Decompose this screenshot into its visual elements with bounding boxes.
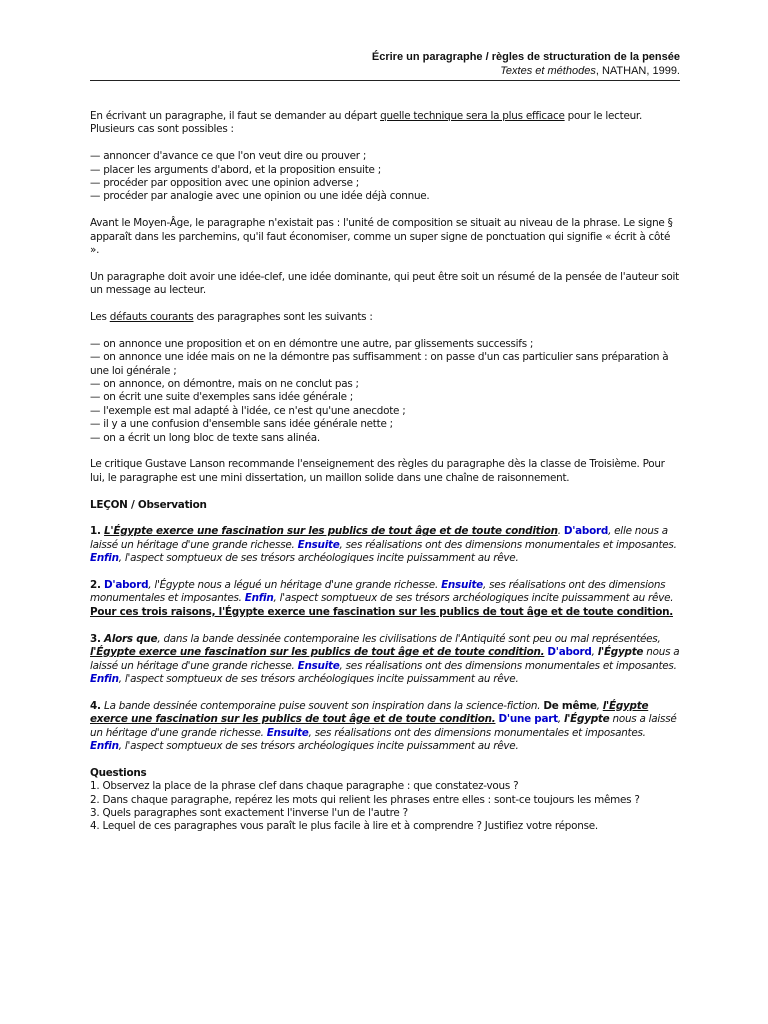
list-item: — procéder par analogie avec une opinion ou une idée déjà connue. <box>90 190 430 203</box>
connector-word: Enfin <box>90 672 119 685</box>
document-body <box>90 110 680 834</box>
connector-word: Ensuite <box>297 538 340 551</box>
text: . <box>557 525 564 538</box>
document-title: Écrire un paragraphe / règles de structuration de la pensée <box>371 51 680 63</box>
example-paragraph-2 <box>90 579 680 619</box>
example-number: 4. <box>90 699 105 712</box>
text: , l'aspect somptueux de ses trésors archéologiques incite puissamment au rêve. <box>118 552 519 565</box>
list-item: — on a écrit un long bloc de texte sans alinéa. <box>90 431 320 444</box>
key-sentence: Pour ces trois raisons, l'Égypte exerce une fascination sur les publics de tout âge et de toute condition. <box>90 605 673 618</box>
text: , l'aspect somptueux de ses trésors archéologiques incite puissamment au rêve. <box>118 672 519 685</box>
cases-list <box>90 150 680 204</box>
text: La bande dessinée contemporaine puise souvent son inspiration dans la science-fiction. <box>104 699 544 712</box>
list-item: — on annonce une idée mais on ne la démontre pas suffisamment : on passe d'un cas particulier sans préparation à une loi générale ; <box>90 351 669 377</box>
text: nous a laissé un héritage d'une grande richesse. <box>90 646 680 672</box>
connector-word: D'une part <box>498 713 558 726</box>
connector-word: Ensuite <box>441 579 483 592</box>
example-paragraph-4 <box>90 700 680 754</box>
key-sentence: L'Égypte exerce une fascination sur les publics de tout âge et de toute condition <box>104 525 558 538</box>
connector-word: D'abord <box>547 646 592 659</box>
question-item: 3. Quels paragraphes sont exactement l'inverse l'un de l'autre ? <box>90 806 408 819</box>
intro-text: En écrivant un paragraphe, il faut se demander au départ <box>90 110 381 122</box>
list-item: — annoncer d'avance ce que l'on veut dire ou prouver ; <box>90 150 367 163</box>
question-item: 4. Lequel de ces paragraphes vous paraît le plus facile à lire et à comprendre ? Justifiez votre réponse. <box>90 820 598 833</box>
list-item: — l'exemple est mal adapté à l'idée, ce n'est qu'une anecdote ; <box>90 404 406 417</box>
lanson-paragraph: Le critique Gustave Lanson recommande l'enseignement des règles du paragraphe dès la classe de Troisième. Pour lui, le paragraphe est une mini dissertation, un maillon solide dans une chaîne de raisonnement. <box>90 458 665 484</box>
connector-word: Ensuite <box>297 659 340 672</box>
text: , <box>557 713 564 726</box>
text: , ses réalisations ont des dimensions monumentales et imposantes. <box>90 579 666 605</box>
connector-word: Enfin <box>244 592 274 605</box>
defects-underlined: défauts courants <box>109 311 194 324</box>
example-number: 1. <box>90 525 105 538</box>
key-sentence: l'Égypte exerce une fascination sur les publics de tout âge et de toute condition. <box>90 646 545 659</box>
intro-paragraph <box>90 110 680 137</box>
defects-text-end: des paragraphes sont les suivants : <box>193 311 373 324</box>
connector-word: Ensuite <box>266 726 309 739</box>
example-paragraph-1 <box>90 525 680 565</box>
list-item: — procéder par opposition avec une opinion adverse ; <box>90 177 360 190</box>
list-item: — on annonce une proposition et on en démontre une autre, par glissements successifs ; <box>90 337 534 350</box>
text: , l'aspect somptueux de ses trésors archéologiques incite puissamment au rêve. <box>273 592 674 605</box>
intro-text-end: pour le lecteur. Plusieurs cas sont possibles : <box>90 110 643 136</box>
page-header <box>90 50 680 81</box>
source-book-title: Textes et méthodes <box>500 65 596 77</box>
example-number: 2. <box>90 579 105 592</box>
connector-word: Enfin <box>90 739 119 752</box>
connector-word: D'abord <box>104 579 149 592</box>
defects-text: Les <box>90 311 110 324</box>
defects-intro <box>90 311 680 324</box>
question-item: 1. Observez la place de la phrase clef dans chaque paragraphe : que constatez-vous ? <box>90 780 519 793</box>
lesson-title: LEÇON / Observation <box>90 498 207 511</box>
intro-underlined: quelle technique sera la plus efficace <box>380 110 565 122</box>
questions-title: Questions <box>90 766 147 779</box>
source-reference <box>90 64 680 78</box>
key-sentence: l'Égypte exerce une fascination sur les publics de tout âge et de toute condition. <box>90 699 649 726</box>
document-page <box>90 50 680 834</box>
text: , ses réalisations ont des dimensions monumentales et imposantes. <box>339 659 677 672</box>
text: , elle nous a laissé un héritage d'une grande richesse. <box>90 525 668 551</box>
source-publisher: , NATHAN, 1999. <box>595 65 680 77</box>
list-item: — on écrit une suite d'exemples sans idée générale ; <box>90 391 354 404</box>
text: , <box>596 699 603 712</box>
subject-word: l'Égypte <box>563 713 610 726</box>
connector-word: Enfin <box>90 552 119 565</box>
text: , l'aspect somptueux de ses trésors archéologiques incite puissamment au rêve. <box>118 739 519 752</box>
connector-word: De même <box>543 699 597 712</box>
list-item: — on annonce, on démontre, mais on ne conclut pas ; <box>90 378 359 391</box>
connector-word: D'abord <box>563 525 609 538</box>
text: nous a laissé un héritage d'une grande richesse. <box>90 713 677 739</box>
subject-word: l'Égypte <box>597 646 644 659</box>
defects-list <box>90 338 680 445</box>
example-number: 3. <box>90 632 105 645</box>
text: , <box>591 646 598 659</box>
example-paragraph-3 <box>90 633 680 687</box>
questions-section <box>90 767 680 834</box>
connector-word: Alors que <box>104 632 158 645</box>
idea-paragraph: Un paragraphe doit avoir une idée-clef, une idée dominante, qui peut être soit un résumé de la pensée de l'auteur soit un message au lecteur. <box>90 270 679 297</box>
list-item: — placer les arguments d'abord, et la proposition ensuite ; <box>90 163 381 176</box>
history-paragraph: Avant le Moyen-Âge, le paragraphe n'existait pas : l'unité de composition se situait au niveau de la phrase. Le signe § apparaît dans les parchemins, qu'il faut économiser, comme un super signe de ponctuation qui signifie « écrit à côté ». <box>90 217 673 257</box>
text: , l'Égypte nous a légué un héritage d'une grande richesse. <box>148 579 442 592</box>
text: , dans la bande dessinée contemporaine les civilisations de l'Antiquité sont peu ou mal représentées, <box>157 632 661 645</box>
list-item: — il y a une confusion d'ensemble sans idée générale nette ; <box>90 418 393 431</box>
text: , ses réalisations ont des dimensions monumentales et imposantes. <box>339 538 677 551</box>
question-item: 2. Dans chaque paragraphe, repérez les mots qui relient les phrases entre elles : sont-ce toujours les mêmes ? <box>90 793 640 806</box>
text: , ses réalisations ont des dimensions monumentales et imposantes. <box>308 726 646 739</box>
